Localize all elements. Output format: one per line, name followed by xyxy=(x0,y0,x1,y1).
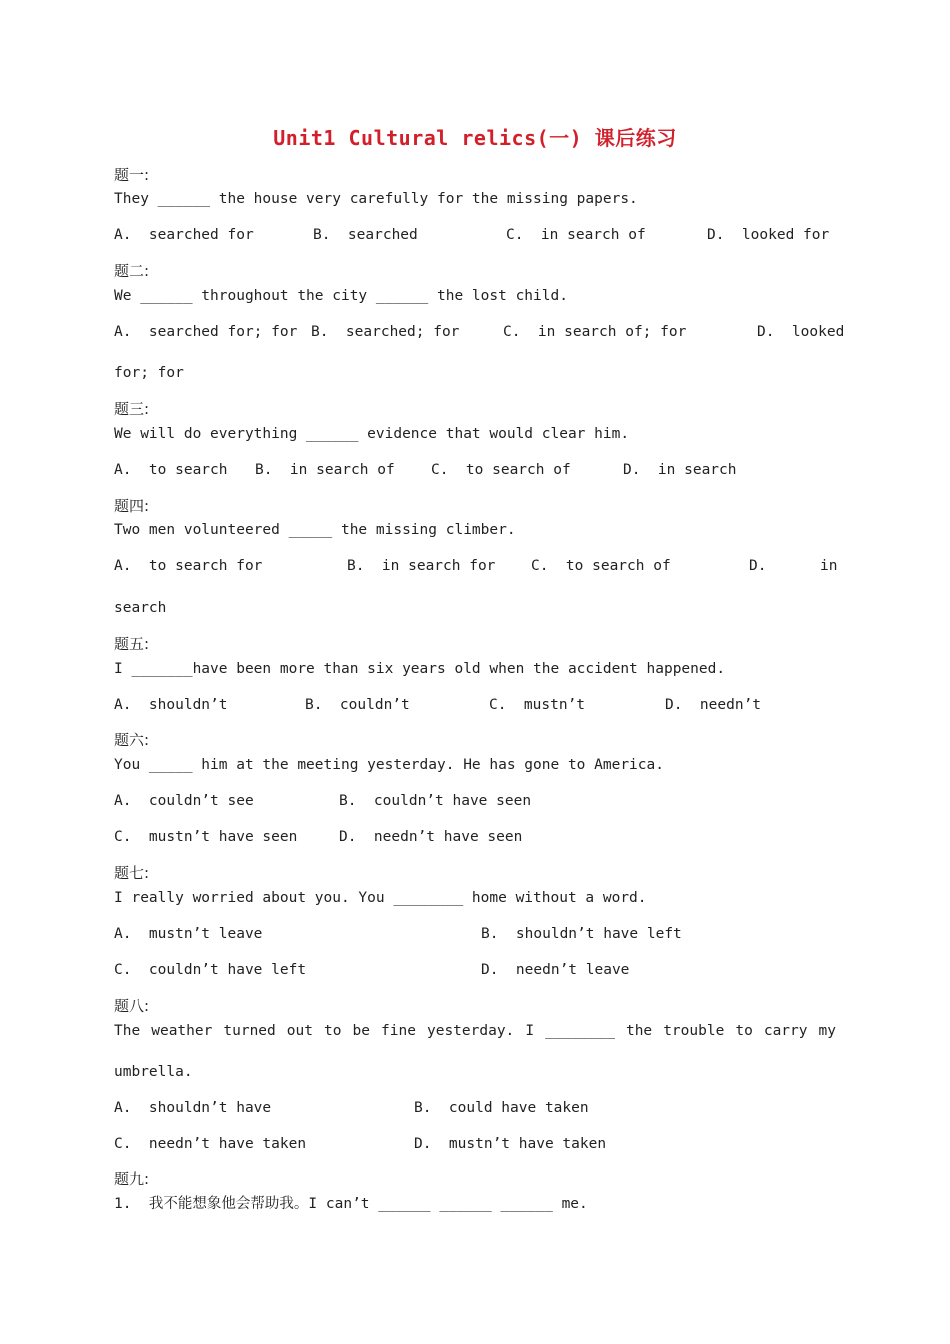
question-1-option-c: C. in search of xyxy=(506,227,646,243)
question-6-label: 题六: xyxy=(114,731,150,749)
question-4-option-a: A. to search for xyxy=(114,558,263,574)
question-1-label: 题一: xyxy=(114,166,150,184)
question-3-option-d: D. in search xyxy=(623,462,737,478)
question-1-option-d: D. looked for xyxy=(707,227,830,243)
question-4-option-d-letter: D. xyxy=(749,558,767,574)
stem-word: the xyxy=(625,1023,653,1039)
question-8-option-c: C. needn’t have taken xyxy=(114,1136,307,1152)
stem-word: yesterday. xyxy=(426,1023,515,1039)
question-1-option-a: A. searched for xyxy=(114,227,254,243)
question-4-option-d-text: in xyxy=(820,558,838,574)
question-2-option-d: D. looked xyxy=(757,324,845,340)
question-5-stem: I _______have been more than six years old when the accident happened. xyxy=(114,661,726,677)
stem-word: weather xyxy=(151,1023,213,1039)
question-1-option-b: B. searched xyxy=(313,227,418,243)
question-3-option-a: A. to search xyxy=(114,462,228,478)
question-2-option-b: B. searched; for xyxy=(311,324,460,340)
question-7-stem: I really worried about you. You ________ home without a word. xyxy=(114,890,647,906)
stem-word: be xyxy=(352,1023,370,1039)
question-2-label: 题二: xyxy=(114,262,150,280)
question-4-option-b: B. in search for xyxy=(347,558,496,574)
question-1-stem: They ______ the house very carefully for the missing papers. xyxy=(114,191,638,207)
question-7-option-d: D. needn’t leave xyxy=(481,962,630,978)
question-4-label: 题四: xyxy=(114,497,150,515)
stem-word: to xyxy=(324,1023,342,1039)
question-5-option-b: B. couldn’t xyxy=(305,697,410,713)
stem-word: my xyxy=(818,1023,836,1039)
question-9-item-1: 1. 我不能想象他会帮助我。I can’t ______ ______ ______ me. xyxy=(114,1196,588,1212)
question-4-option-c: C. to search of xyxy=(531,558,671,574)
question-6-option-b: B. couldn’t have seen xyxy=(339,793,532,809)
question-2-stem: We ______ throughout the city ______ the lost child. xyxy=(114,288,568,304)
question-8-option-d: D. mustn’t have taken xyxy=(414,1136,607,1152)
question-4-stem: Two men volunteered _____ the missing climber. xyxy=(114,522,516,538)
question-8-label: 题八: xyxy=(114,997,150,1015)
stem-word: trouble xyxy=(663,1023,725,1039)
question-3-option-b: B. in search of xyxy=(255,462,395,478)
question-5-option-c: C. mustn’t xyxy=(489,697,586,713)
question-3-option-c: C. to search of xyxy=(431,462,571,478)
question-6-option-d: D. needn’t have seen xyxy=(339,829,523,845)
stem-word: turned xyxy=(223,1023,276,1039)
question-8-stem-continued: umbrella. xyxy=(114,1064,193,1080)
stem-word: The xyxy=(114,1023,141,1039)
question-7-option-b: B. shouldn’t have left xyxy=(481,926,682,942)
question-8-option-a: A. shouldn’t have xyxy=(114,1100,272,1116)
question-5-option-d: D. needn’t xyxy=(665,697,762,713)
stem-word: out xyxy=(286,1023,313,1039)
stem-word: I xyxy=(525,1023,535,1039)
question-4-option-d-continued: search xyxy=(114,600,167,616)
stem-word: fine xyxy=(381,1023,416,1039)
question-3-stem: We will do everything ______ evidence that would clear him. xyxy=(114,426,630,442)
question-5-label: 题五: xyxy=(114,635,150,653)
stem-word: to xyxy=(735,1023,753,1039)
question-7-option-a: A. mustn’t leave xyxy=(114,926,263,942)
question-5-option-a: A. shouldn’t xyxy=(114,697,228,713)
question-3-label: 题三: xyxy=(114,400,150,418)
question-7-label: 题七: xyxy=(114,864,150,882)
question-6-stem: You _____ him at the meeting yesterday. He has gone to America. xyxy=(114,757,664,773)
question-9-label: 题九: xyxy=(114,1170,150,1188)
question-8-stem xyxy=(114,1022,836,1040)
stem-word: carry xyxy=(763,1023,808,1039)
question-6-option-a: A. couldn’t see xyxy=(114,793,254,809)
question-8-option-b: B. could have taken xyxy=(414,1100,589,1116)
answer-blank: ________ xyxy=(545,1023,615,1039)
question-2-option-d-continued: for; for xyxy=(114,365,184,381)
question-7-option-c: C. couldn’t have left xyxy=(114,962,307,978)
question-2-option-a: A. searched for; for xyxy=(114,324,298,340)
page-title: Unit1 Cultural relics(一) 课后练习 xyxy=(273,126,677,150)
question-6-option-c: C. mustn’t have seen xyxy=(114,829,298,845)
question-2-option-c: C. in search of; for xyxy=(503,324,687,340)
